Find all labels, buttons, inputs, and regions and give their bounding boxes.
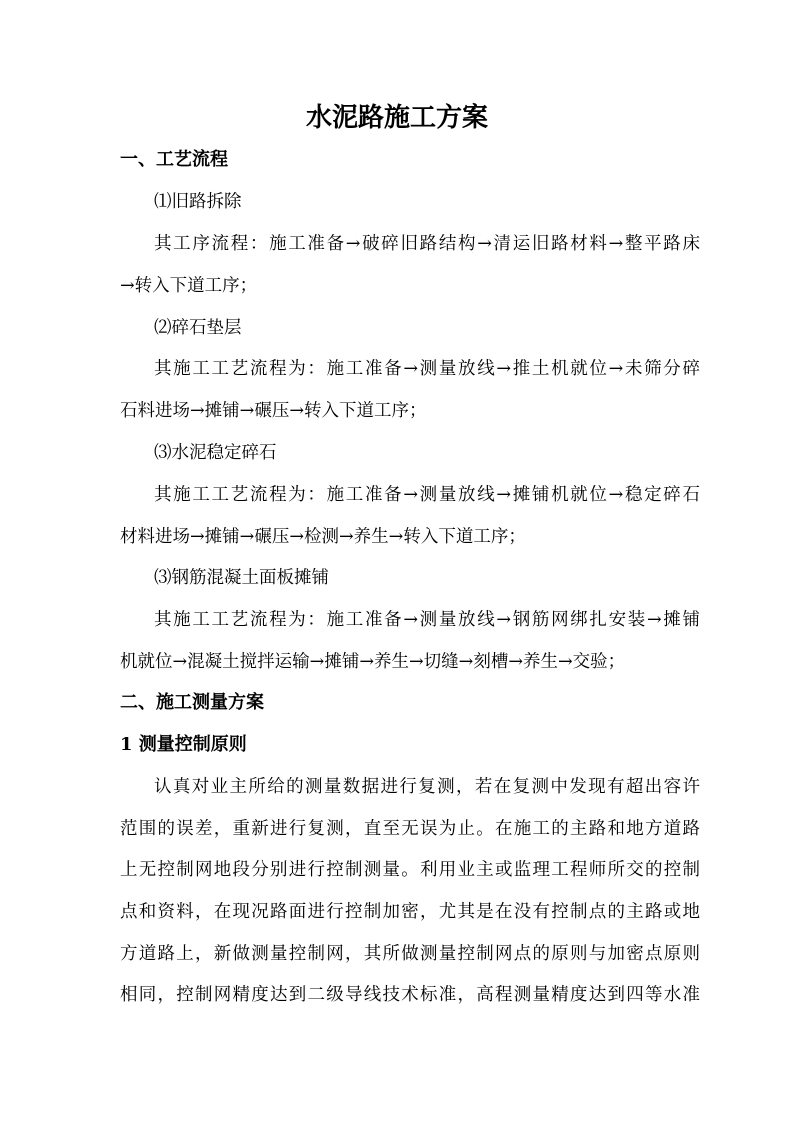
paragraph-line: 相同，控制网精度达到二级导线技术标准，高程测量精度达到四等水准 [120, 985, 700, 1005]
section-heading-process: 一、工艺流程 [120, 149, 228, 170]
subheading-survey-principle: 1 测量控制原则 [120, 734, 247, 755]
paragraph-line: 上无控制网地段分别进行控制测量。利用业主或监理工程师所交的控制 [120, 860, 700, 880]
paragraph-line: 认真对业主所给的测量数据进行复测，若在复测中发现有超出容许 [154, 777, 700, 797]
paragraph-line: →转入下道工序； [120, 276, 258, 296]
paragraph-line: 方道路上，新做测量控制网，其所做测量控制网点的原则与加密点原则 [120, 944, 700, 964]
item-label-cement-stabilized-gravel: ⑶水泥稳定碎石 [154, 443, 277, 463]
section-heading-survey: 二、施工测量方案 [120, 692, 264, 713]
paragraph-line: 机就位→混凝土搅拌运输→摊铺→养生→切缝→刻槽→养生→交验； [120, 652, 626, 672]
paragraph-line: 范围的误差，重新进行复测，直至无误为止。在施工的主路和地方道路 [120, 819, 700, 839]
paragraph-line: 点和资料，在现况路面进行控制加密，尤其是在没有控制点的主路或地 [120, 902, 700, 922]
item-label-gravel-cushion: ⑵碎石垫层 [154, 318, 242, 338]
item-label-concrete-slab-paving: ⑶钢筋混凝土面板摊铺 [154, 568, 329, 588]
paragraph-line: 其施工工艺流程为：施工准备→测量放线→钢筋网绑扎安装→摊铺 [154, 610, 700, 630]
paragraph-line: 其施工工艺流程为：施工准备→测量放线→推土机就位→未筛分碎 [154, 359, 700, 379]
item-label-old-road-removal: ⑴旧路拆除 [154, 192, 242, 212]
paragraph-line: 材料进场→摊铺→碾压→检测→养生→转入下道工序； [120, 527, 526, 547]
paragraph-line: 石料进场→摊铺→碾压→转入下道工序； [120, 401, 427, 421]
paragraph-line: 其工序流程：施工准备→破碎旧路结构→清运旧路材料→整平路床 [154, 234, 700, 254]
document-title: 水泥路施工方案 [305, 103, 488, 133]
paragraph-line: 其施工工艺流程为：施工准备→测量放线→摊铺机就位→稳定碎石 [154, 485, 700, 505]
